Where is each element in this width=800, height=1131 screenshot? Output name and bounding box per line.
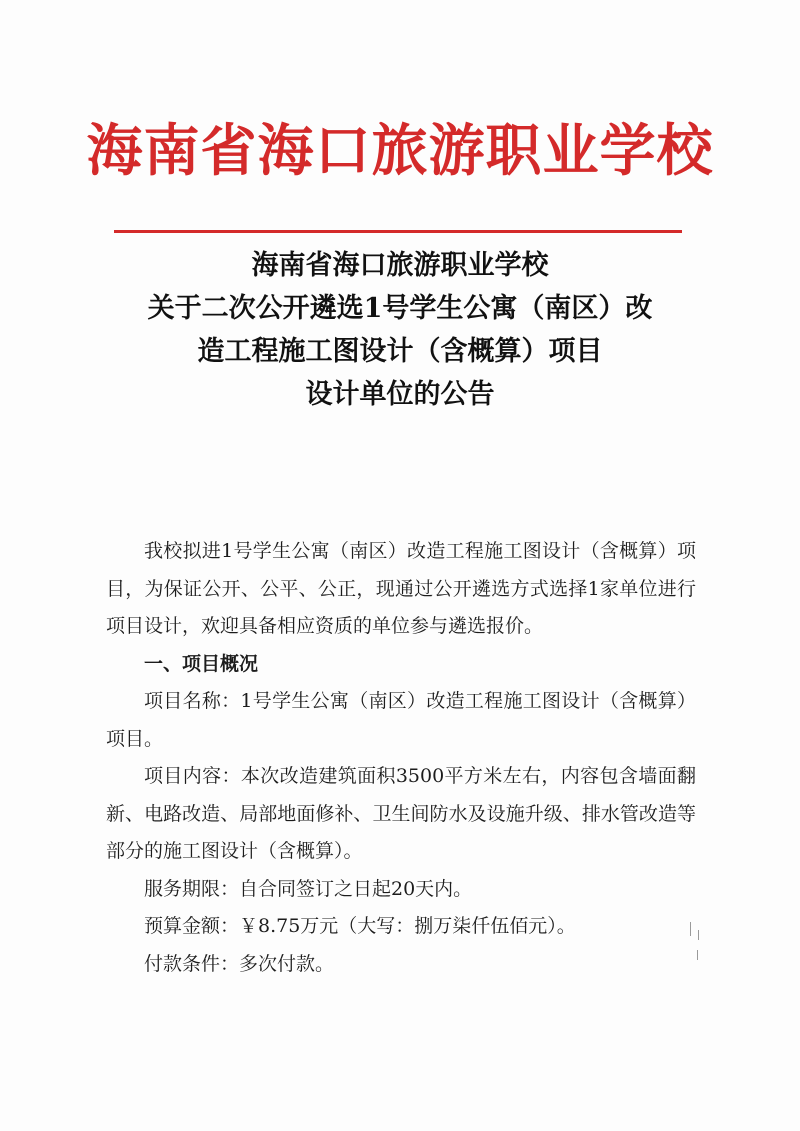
letterhead-school-name: 海南省海口旅游职业学校: [86, 119, 714, 184]
payment-terms-paragraph: 付款条件：多次付款。: [144, 952, 335, 975]
project-content-paragraph: 项目内容：本次改造建筑面积3500平方米左右，内容包含墙面翻新、电路改造、局部地面修补、卫生间防水及设施升级、排水管改造等部分的施工图设计（含概算）。: [106, 765, 696, 862]
section-heading-project-overview: 一、项目概况: [144, 652, 259, 675]
scan-artifact-mark: [698, 930, 699, 940]
intro-paragraph: 我校拟进1号学生公寓（南区）改造工程施工图设计（含概算）项目，为保证公开、公平、公正，现通过公开遴选方式选择1家单位进行项目设计，欢迎具备相应资质的单位参与遴选报价。: [106, 540, 696, 637]
scan-artifact-mark: [690, 922, 691, 936]
title-line-1: 海南省海口旅游职业学校: [251, 250, 549, 281]
title-line-3: 造工程施工图设计（含概算）项目: [197, 336, 603, 367]
letterhead-red-divider: [114, 230, 682, 233]
service-period-paragraph: 服务期限：自合同签订之日起20天内。: [144, 877, 473, 900]
budget-paragraph: 预算金额：￥8.75万元（大写：捌万柒仟伍佰元）。: [144, 915, 576, 937]
title-line-2: 关于二次公开遴选1号学生公寓（南区）改: [147, 293, 653, 324]
announcement-body: [106, 533, 696, 983]
scan-artifact-mark: [697, 950, 698, 960]
announcement-title: [100, 244, 700, 416]
title-line-4: 设计单位的公告: [305, 379, 495, 410]
project-name-paragraph: 项目名称：1号学生公寓（南区）改造工程施工图设计（含概算）项目。: [106, 690, 696, 750]
